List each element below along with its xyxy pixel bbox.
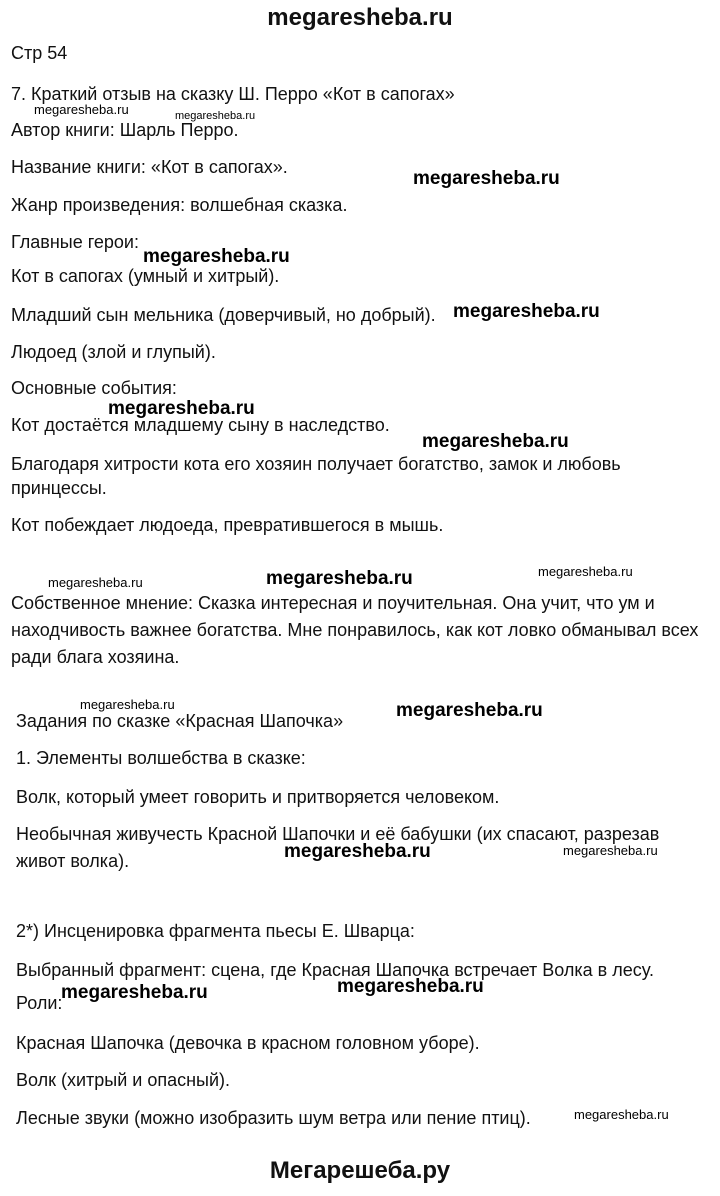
tasks-title: Задания по сказке «Красная Шапочка» [16, 711, 344, 731]
watermark-small: megaresheba.ru [48, 575, 143, 590]
watermark-small: megaresheba.ru [34, 102, 129, 117]
watermark-large: megaresheba.ru [422, 431, 569, 452]
hero-1: Кот в сапогах (умный и хитрый). [11, 266, 280, 286]
opinion-paragraph: Собственное мнение: Сказка интересная и поучительная. Она учит, что ум и находчивость важнее богатства. Мне понравилось, как кот ловко обманывал всех ради блага хозяина. [11, 593, 699, 667]
footer-site-title: Мегарешеба.ру [269, 1157, 451, 1184]
roles-title: Роли: [16, 993, 63, 1013]
task1-item-2: Необычная живучесть Красной Шапочки и её бабушки (их спасают, разрезав живот волка). [16, 824, 660, 871]
events-title: Основные события: [11, 378, 177, 398]
role-3: Лесные звуки (можно изобразить шум ветра или пение птиц). [16, 1108, 531, 1128]
event-3: Кот побеждает людоеда, превратившегося в мышь. [11, 515, 444, 535]
watermark-large: megaresheba.ru [143, 246, 290, 267]
header-site-title: megaresheba.ru [267, 4, 453, 31]
watermark-large: megaresheba.ru [453, 301, 600, 322]
author-line: Автор книги: Шарль Перро. [11, 120, 239, 140]
page-number: Стр 54 [11, 43, 68, 63]
watermark-large: megaresheba.ru [266, 568, 413, 589]
task1-title: 1. Элементы волшебства в сказке: [16, 748, 306, 768]
watermark-small: megaresheba.ru [563, 843, 658, 858]
role-1: Красная Шапочка (девочка в красном головном уборе). [16, 1033, 480, 1053]
event-2: Благодаря хитрости кота его хозяин получает богатство, замок и любовь принцессы. [11, 454, 621, 498]
hero-2: Младший сын мельника (доверчивый, но добрый). [11, 305, 436, 325]
event-1: Кот достаётся младшему сыну в наследство. [11, 415, 390, 435]
watermark-small: megaresheba.ru [80, 697, 175, 712]
watermark-small: megaresheba.ru [538, 564, 633, 579]
genre-line: Жанр произведения: волшебная сказка. [11, 195, 348, 215]
q7-title: 7. Краткий отзыв на сказку Ш. Перро «Кот в сапогах» [11, 84, 455, 104]
task2-fragment: Выбранный фрагмент: сцена, где Красная Шапочка встречает Волка в лесу. [16, 960, 654, 980]
book-title-line: Название книги: «Кот в сапогах». [11, 157, 288, 177]
watermark-large: megaresheba.ru [413, 168, 560, 189]
task2-title: 2*) Инсценировка фрагмента пьесы Е. Шварца: [16, 921, 415, 941]
task1-item-1: Волк, который умеет говорить и притворяется человеком. [16, 787, 500, 807]
watermark-small: megaresheba.ru [574, 1107, 669, 1122]
watermark-large: megaresheba.ru [61, 982, 208, 1003]
role-2: Волк (хитрый и опасный). [16, 1070, 231, 1090]
watermark-large: megaresheba.ru [284, 841, 431, 862]
watermark-large: megaresheba.ru [337, 976, 484, 997]
watermark-large: megaresheba.ru [108, 398, 255, 419]
watermark-small: megaresheba.ru [175, 110, 256, 122]
watermark-large: megaresheba.ru [396, 700, 543, 721]
heroes-title: Главные герои: [11, 232, 139, 252]
hero-3: Людоед (злой и глупый). [11, 342, 216, 362]
